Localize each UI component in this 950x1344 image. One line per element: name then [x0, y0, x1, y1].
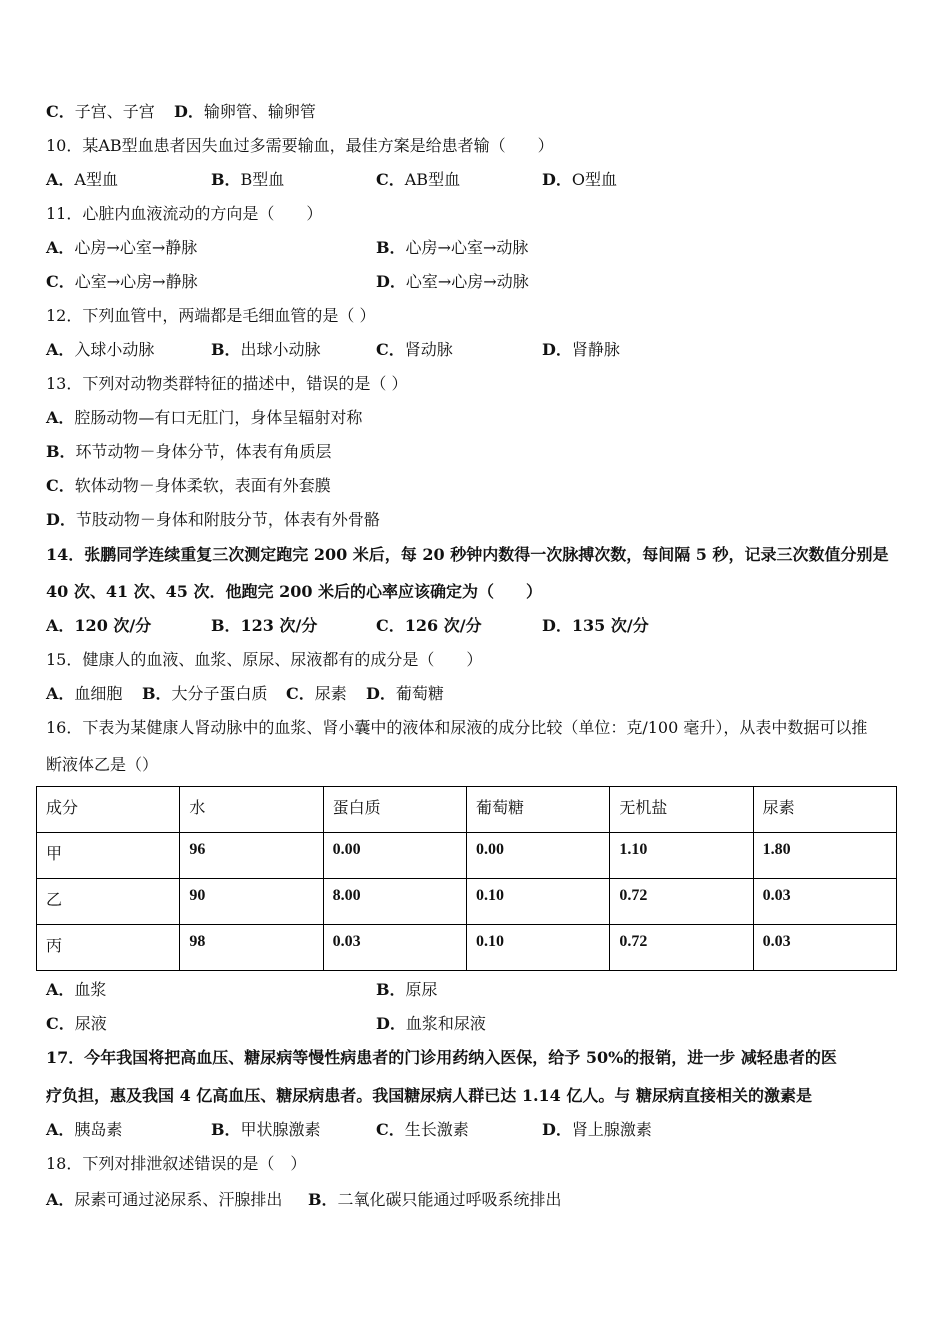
option-text: A型血 — [74, 170, 118, 189]
option-text: 甲状腺激素 — [240, 1120, 321, 1139]
option-text: 120 次/分 — [74, 616, 152, 635]
option-label: A． — [46, 980, 75, 999]
question-15-stem: 15．健康人的血液、血浆、原尿、尿液都有的成分是（ ） — [46, 650, 483, 669]
table-row — [37, 833, 897, 879]
option-label: C． — [46, 272, 75, 291]
table-cell: 96 — [180, 833, 323, 879]
table-row — [37, 925, 897, 971]
table-cell: 90 — [180, 879, 323, 925]
option-label: D． — [174, 102, 204, 121]
option-label: C． — [376, 1120, 405, 1139]
option-label: C． — [46, 1014, 75, 1033]
option-text: O型血 — [571, 170, 618, 189]
table-header-cell: 水 — [180, 787, 323, 833]
question-13-option-d — [46, 508, 380, 532]
option-label: D． — [376, 272, 406, 291]
table-cell: 0.00 — [323, 833, 466, 879]
option-label: B． — [211, 1120, 241, 1139]
option-text: 软体动物－身体柔软，表面有外套膜 — [74, 476, 331, 495]
option-text: 心室→心房→静脉 — [74, 272, 198, 291]
option-label: D． — [542, 1120, 572, 1139]
option-label: C． — [286, 684, 315, 703]
option-label: B． — [211, 340, 241, 359]
option-text: B型血 — [240, 170, 285, 189]
option-label: A． — [46, 684, 75, 703]
option-label: A． — [46, 408, 75, 427]
table-header-cell: 尿素 — [753, 787, 896, 833]
question-13-option-a — [46, 406, 362, 430]
option-label: C． — [376, 170, 405, 189]
option-text: 血细胞 — [74, 684, 123, 703]
option-text: 子宫、子宫 — [74, 102, 155, 121]
option-text: 入球小动脉 — [74, 340, 155, 359]
table-cell: 甲 — [37, 833, 180, 879]
option-label: A． — [46, 238, 75, 257]
table-cell: 0.10 — [466, 925, 609, 971]
option-text: 葡萄糖 — [395, 684, 444, 703]
option-text: 尿液 — [74, 1014, 107, 1033]
option-label: D． — [542, 616, 572, 635]
option-text: 节肢动物－身体和附肢分节，体表有外骨骼 — [75, 510, 380, 529]
table-cell: 1.10 — [610, 833, 753, 879]
option-label: B． — [308, 1190, 338, 1209]
composition-table — [36, 786, 897, 971]
question-17-stem-1: 17．今年我国将把高血压、糖尿病等慢性病患者的门诊用药纳入医保，给予 50%的报销，进一步 减轻患者的医 — [46, 1048, 837, 1067]
table-header-cell: 葡萄糖 — [466, 787, 609, 833]
option-label: A． — [46, 616, 75, 635]
option-text: 二氧化碳只能通过呼吸系统排出 — [337, 1190, 562, 1209]
question-13-option-b — [46, 440, 332, 464]
option-text: 尿素 — [314, 684, 347, 703]
option-text: 环节动物－身体分节，体表有角质层 — [75, 442, 332, 461]
option-label: D． — [366, 684, 396, 703]
option-label: B． — [46, 442, 76, 461]
option-text: 尿素可通过泌尿系、汗腺排出 — [74, 1190, 283, 1209]
table-cell: 0.10 — [466, 879, 609, 925]
table-cell: 0.03 — [753, 925, 896, 971]
option-text: 原尿 — [405, 980, 438, 999]
option-label: A． — [46, 1120, 75, 1139]
question-14-stem-1: 14．张鹏同学连续重复三次测定跑完 200 米后，每 20 秒钟内数得一次脉搏次数，每间隔 5 秒，记录三次数值分别是 — [46, 545, 889, 564]
option-label: A． — [46, 340, 75, 359]
option-label: C． — [376, 340, 405, 359]
option-label: A． — [46, 170, 75, 189]
option-label: D． — [46, 510, 76, 529]
option-text: 126 次/分 — [404, 616, 482, 635]
table-header-row — [37, 787, 897, 833]
option-label: A． — [46, 1190, 75, 1209]
option-text: 输卵管、输卵管 — [203, 102, 316, 121]
table-row — [37, 879, 897, 925]
question-13-stem: 13．下列对动物类群特征的描述中，错误的是（ ） — [46, 374, 408, 393]
table-cell: 0.00 — [466, 833, 609, 879]
question-13-option-c — [46, 474, 331, 498]
table-cell: 0.03 — [323, 925, 466, 971]
option-text: 肾上腺激素 — [571, 1120, 652, 1139]
question-11-stem: 11．心脏内血液流动的方向是（ ） — [46, 204, 323, 223]
option-label: B． — [376, 980, 406, 999]
table-cell: 1.80 — [753, 833, 896, 879]
question-16-stem-1: 16．下表为某健康人肾动脉中的血浆、肾小囊中的液体和尿液的成分比较（单位：克/100 毫升），从表中数据可以推 — [46, 718, 868, 737]
option-label: C． — [46, 102, 75, 121]
table-header-cell: 蛋白质 — [323, 787, 466, 833]
table-header-cell: 无机盐 — [610, 787, 753, 833]
question-16-stem-2: 断液体乙是（） — [46, 755, 159, 774]
table-cell: 乙 — [37, 879, 180, 925]
option-label: B． — [211, 616, 241, 635]
option-text: AB型血 — [404, 170, 461, 189]
option-text: 血浆和尿液 — [405, 1014, 486, 1033]
option-text: 血浆 — [74, 980, 107, 999]
option-text: 肾动脉 — [404, 340, 453, 359]
option-text: 135 次/分 — [571, 616, 649, 635]
option-label: B． — [376, 238, 406, 257]
option-label: C． — [46, 476, 75, 495]
table-header-cell: 成分 — [37, 787, 180, 833]
option-text: 心室→心房→动脉 — [405, 272, 529, 291]
option-label: D． — [542, 170, 572, 189]
question-17-stem-2: 疗负担，惠及我国 4 亿高血压、糖尿病患者。我国糖尿病人群已达 1.14 亿人。与 糖尿病直接相关的激素是 — [46, 1086, 812, 1105]
option-label: D． — [542, 340, 572, 359]
question-12-stem: 12．下列血管中，两端都是毛细血管的是（ ） — [46, 306, 376, 325]
table-cell: 0.72 — [610, 879, 753, 925]
table-cell: 8.00 — [323, 879, 466, 925]
option-text: 大分子蛋白质 — [171, 684, 268, 703]
option-text: 心房→心室→动脉 — [405, 238, 529, 257]
question-18-stem: 18．下列对排泄叙述错误的是（ ） — [46, 1154, 307, 1173]
option-text: 肾静脉 — [571, 340, 620, 359]
option-label: B． — [142, 684, 172, 703]
table-cell: 0.03 — [753, 879, 896, 925]
option-label: B． — [211, 170, 241, 189]
question-14-stem-2: 40 次、41 次、45 次．他跑完 200 米后的心率应该确定为（ ） — [46, 582, 543, 601]
option-text: 腔肠动物—有口无肛门，身体呈辐射对称 — [74, 408, 363, 427]
table-cell: 0.72 — [610, 925, 753, 971]
option-text: 心房→心室→静脉 — [74, 238, 198, 257]
table-cell: 丙 — [37, 925, 180, 971]
table-cell: 98 — [180, 925, 323, 971]
option-text: 生长激素 — [404, 1120, 469, 1139]
option-label: D． — [376, 1014, 406, 1033]
option-text: 123 次/分 — [240, 616, 318, 635]
option-text: 胰岛素 — [74, 1120, 123, 1139]
option-text: 出球小动脉 — [240, 340, 321, 359]
question-10-stem: 10．某AB型血患者因失血过多需要输血，最佳方案是给患者输（ ） — [46, 136, 554, 155]
option-label: C． — [376, 616, 405, 635]
